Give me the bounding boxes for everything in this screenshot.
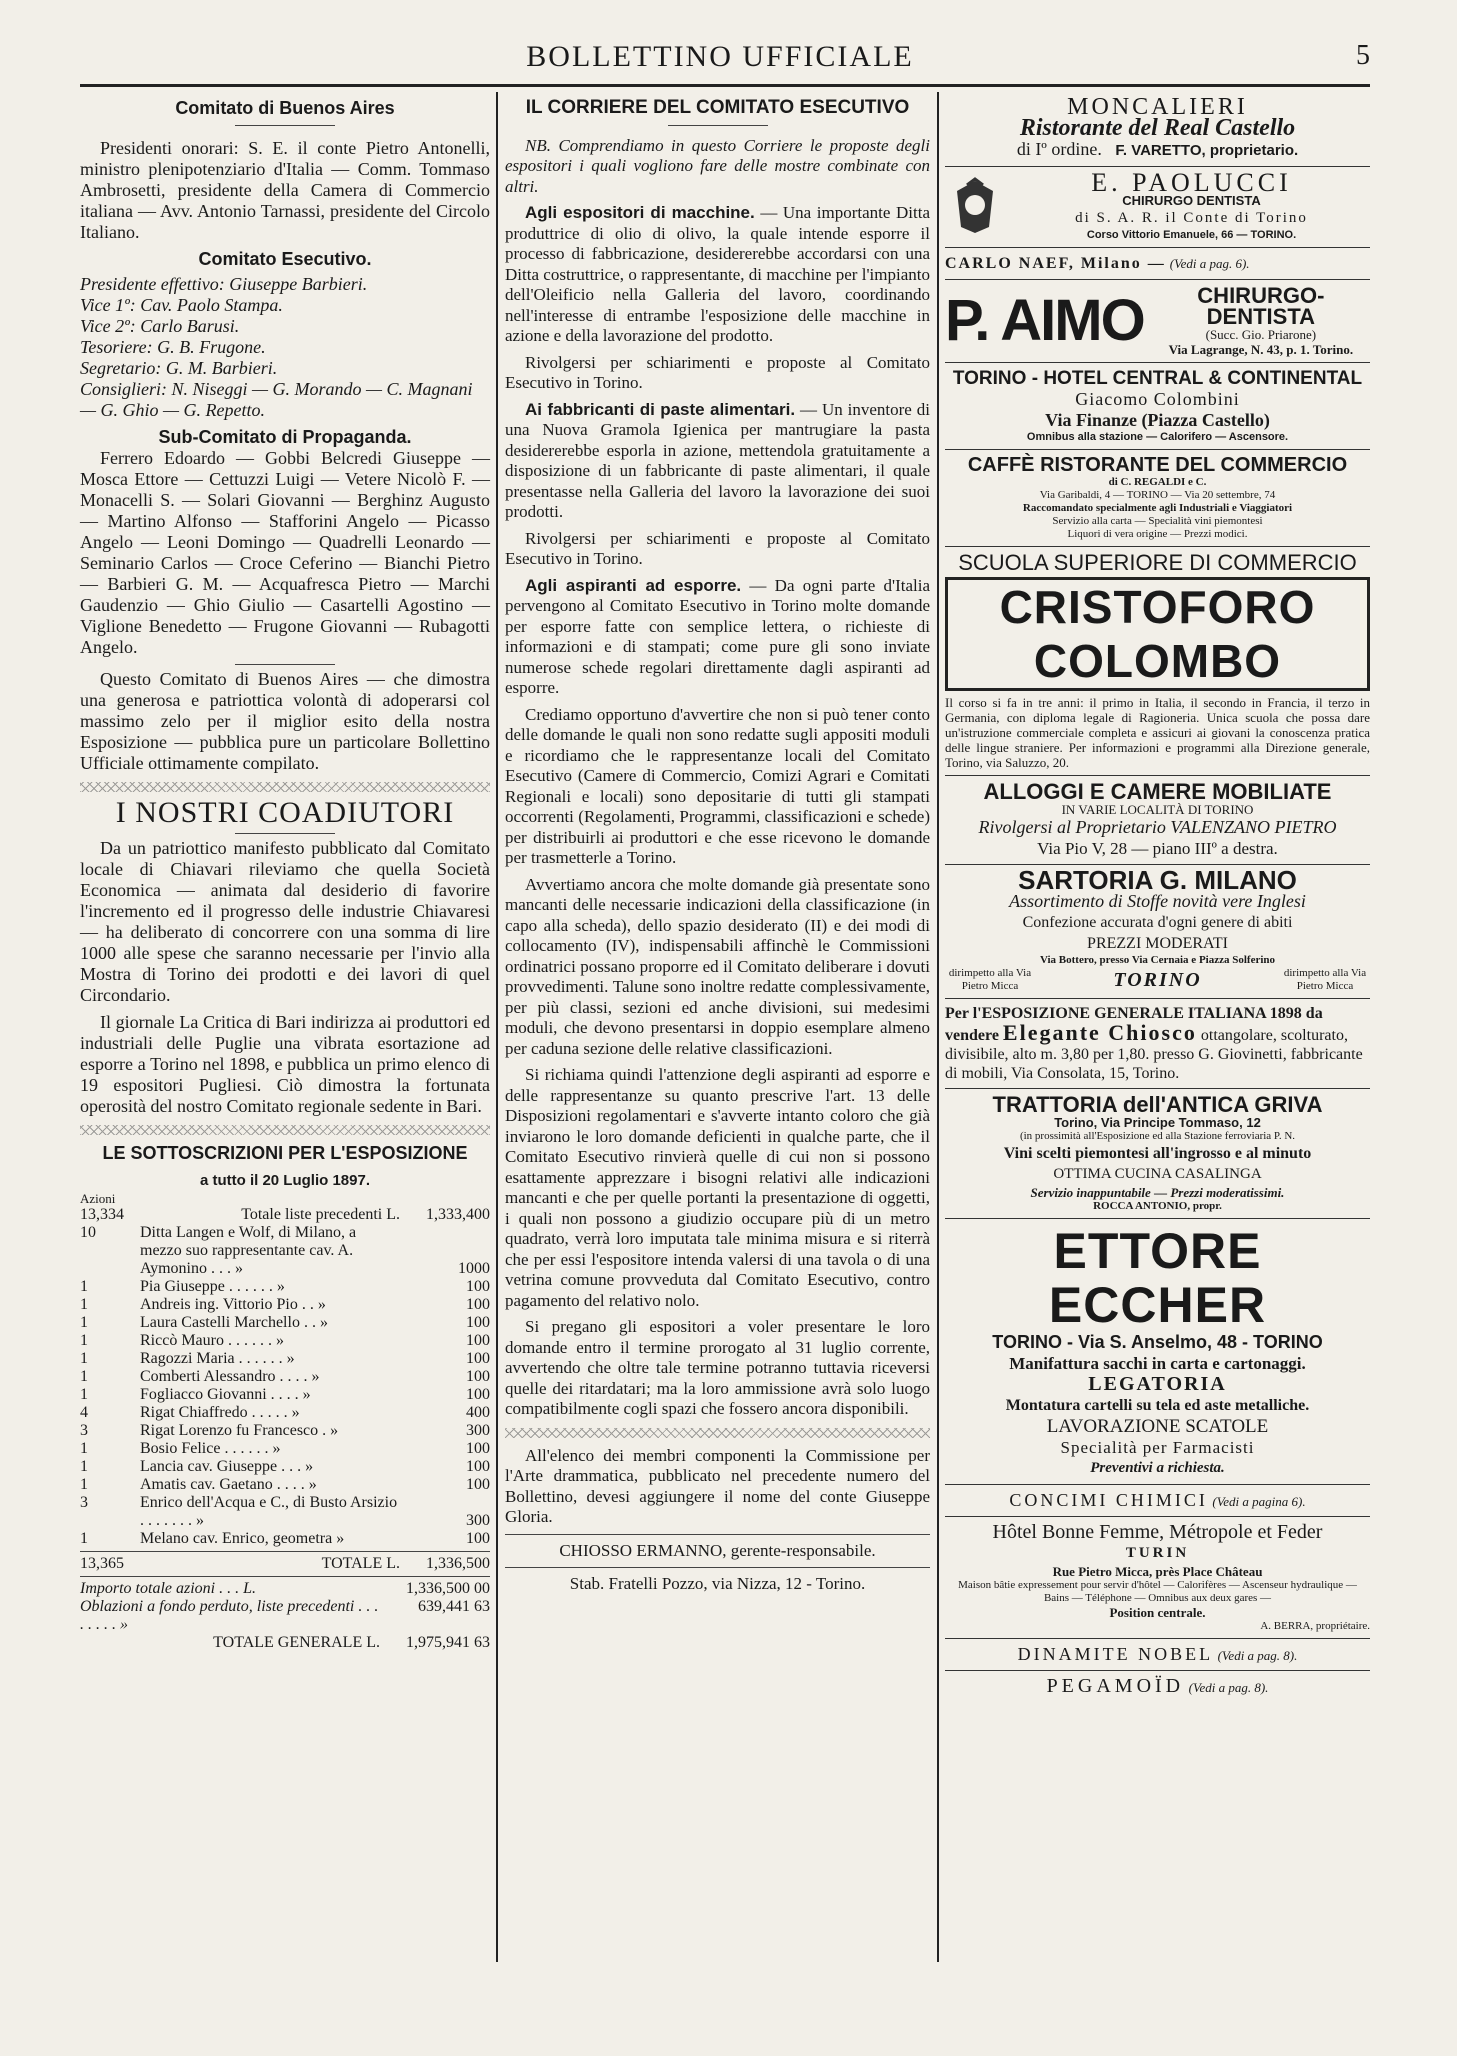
paragraph: Rivolgersi per schiarimenti e proposte al Comitato Esecutivo in Torino. bbox=[505, 352, 930, 392]
cell-name: Lancia cav. Giuseppe . . . » bbox=[140, 1458, 314, 1475]
cell-amt: 300 bbox=[466, 1422, 490, 1439]
cell-name: Totale liste precedenti L. bbox=[241, 1206, 400, 1223]
summary-table bbox=[80, 1580, 490, 1652]
header-rule bbox=[80, 84, 1370, 87]
column-ads bbox=[945, 92, 1370, 1962]
cell-name: Enrico dell'Acqua e C., di Busto Arsizio . . . . . . . » bbox=[140, 1494, 398, 1529]
buenos-title: Comitato di Buenos Aires bbox=[175, 98, 395, 118]
gerente-line: CHIOSSO ERMANNO, gerente-responsabile. bbox=[559, 1540, 876, 1560]
printer-line: Stab. Fratelli Pozzo, via Nizza, 12 - Torino. bbox=[569, 1574, 866, 1593]
subscriptions-table bbox=[80, 1206, 490, 1548]
cell-name: Comberti Alessandro . . . . » bbox=[140, 1368, 320, 1385]
sottoscrizioni-subtitle: a tutto il 20 Luglio 1897. bbox=[199, 1172, 371, 1189]
divider bbox=[235, 664, 335, 665]
ad-naef: CARLO NAEF, Milano — (Vedi a pag. 6). bbox=[945, 248, 1370, 280]
paragraph: Avvertiamo ancora che molte domande già presentate sono mancanti delle necessarie indicazioni della classificazione (in capo alla scheda), dello spazio desiderato (II) e dei modi di collocamento (IV), indispensabili affinchè le Commissioni ordinatrici possano proporre ed il Comitato deliberare i dovuti provvedimenti. Talune sono inoltre redatte complessivamente, per più classi, sezioni ed anche divisioni, sui medesimi moduli, che devono presentarsi in doppio esemplare almeno per caduna sezione delle relative classificazioni. bbox=[505, 874, 930, 1058]
cell-amt: 100 bbox=[466, 1314, 490, 1331]
table-row bbox=[80, 1422, 490, 1440]
page-header bbox=[70, 40, 1370, 80]
cell-n: 1 bbox=[80, 1440, 88, 1457]
cell-n: 1 bbox=[80, 1278, 88, 1295]
cell-n: 4 bbox=[80, 1404, 88, 1421]
ornamental-rule bbox=[80, 1125, 490, 1135]
crest-icon bbox=[945, 177, 1005, 237]
list-item: Vice 1º: Cav. Paolo Stampa. bbox=[80, 295, 283, 315]
ad-alloggi: ALLOGGI E CAMERE MOBILIATE IN VARIE LOCALITÀ DI TORINO Rivolgersi al Proprietario VALENZANO PIETRO Via Pio V, 28 — piano IIIº a destra. bbox=[945, 776, 1370, 865]
totals-table bbox=[80, 1555, 490, 1573]
cell-name: Rigat Lorenzo fu Francesco . » bbox=[140, 1422, 339, 1439]
cell-amt: 100 bbox=[466, 1530, 490, 1547]
buenos-closing: Questo Comitato di Buenos Aires — che dimostra una generosa e patriottica volontà di adoperarsi col massimo zelo per il miglior esito della nostra Esposizione — pubblica pure un particolare Bollettino Ufficiale ottimamente compilato. bbox=[80, 669, 490, 773]
table-row bbox=[80, 1278, 490, 1296]
cell-amt: 1,333,400 bbox=[426, 1206, 490, 1223]
azioni-label: Azioni bbox=[80, 1191, 116, 1206]
list-item: Consiglieri: N. Niseggi — G. Morando — C. Magnani — G. Ghio — G. Repetto. bbox=[80, 379, 473, 420]
cell-amt: 100 bbox=[466, 1476, 490, 1493]
ad-paolucci: E. PAOLUCCI CHIRURGO DENTISTA di S. A. R. il Conte di Torino Corso Vittorio Emanuele, 66 — TORINO. bbox=[945, 167, 1370, 248]
ad-chiosco: Per l'ESPOSIZIONE GENERALE ITALIANA 1898 da vendere Elegante Chiosco ottangolare, scolturato, divisibile, alto m. 3,80 per 1,80. presso G. Giovinetti, fabbricante di mobili, Via Consolata, 15, Torino. bbox=[945, 999, 1370, 1089]
table-row: 13,365 TOTALE L. 1,336,500 bbox=[80, 1555, 490, 1572]
cell-n: 13,334 bbox=[80, 1206, 124, 1223]
corriere-title: IL CORRIERE DEL COMITATO ESECUTIVO bbox=[525, 97, 910, 118]
cell-n: 1 bbox=[80, 1458, 88, 1475]
cell-amt: 100 bbox=[466, 1458, 490, 1475]
ad-eccher: ETTORE ECCHER TORINO - Via S. Anselmo, 48 - TORINO Manifattura sacchi in carta e cartonaggi. LEGATORIA Montatura cartelli su tela ed aste metalliche. LAVORAZIONE SCATOLE Specialità per Farmacisti Preventivi a richiesta. bbox=[945, 1219, 1370, 1485]
ad-hotel-central: TORINO - HOTEL CENTRAL & CONTINENTAL Giacomo Colombini Via Finanze (Piazza Castello) Omnibus alla stazione — Calorifero — Ascensore. bbox=[945, 363, 1370, 450]
table-row bbox=[80, 1530, 490, 1548]
paragraph: Si richiama quindi l'attenzione degli aspiranti ad esporre e delle rappresentanze su quanto prescrive l'art. 13 delle Disposizioni regolamentari e s'avverte intanto coloro che già inviarono le loro domande deficienti in qualche parte, che il Comitato Esecutivo rinvierà quelle di cui non si possono esattamente apprezzare i bisogni relativi alle indicazioni mancanti e che per quelle portanti la presentazione di oggetti, i quali non possono a giudizio occupare più di un metro quadrato, verrà loro imputata tale minima misura e si riterrà che per essi l'espositore intenda valersi di una tavola o di una vetrina comune provveduta dal Comitato Esecutivo, contro pagamento del relativo nolo. bbox=[505, 1065, 930, 1310]
table-row: TOTALE GENERALE L. 1,975,941 63 bbox=[213, 1634, 490, 1651]
table-row bbox=[80, 1476, 490, 1494]
table-row bbox=[80, 1332, 490, 1350]
table-row: Oblazioni a fondo perduto, liste precedenti . . . . . . . . » 639,441 63 bbox=[80, 1598, 490, 1633]
ad-aimo: P. AIMO CHIRURGO-DENTISTA (Succ. Gio. Priarone) Via Lagrange, N. 43, p. 1. Torino. bbox=[945, 280, 1370, 363]
cell-name: Fogliacco Giovanni . . . . » bbox=[140, 1386, 311, 1403]
cell-n: 3 bbox=[80, 1422, 88, 1439]
table-row bbox=[80, 1314, 490, 1332]
cell-n: 1 bbox=[80, 1386, 88, 1403]
esecutivo-list bbox=[80, 274, 490, 421]
cell-name: Amatis cav. Gaetano . . . . » bbox=[140, 1476, 317, 1493]
table-row bbox=[80, 1350, 490, 1368]
ad-caffe-commercio: CAFFÈ RISTORANTE DEL COMMERCIO di C. REGALDI e C. Via Garibaldi, 4 — TORINO — Via 20 settembre, 74 Raccomandato specialmente agli Industriali e Viaggiatori Servizio alla carta — Specialità vini piemontesi Liquori di vera origine — Prezzi modici. bbox=[945, 450, 1370, 547]
cell-amt: 100 bbox=[466, 1296, 490, 1313]
presidenti-text: Presidenti onorari: S. E. il conte Pietro Antonelli, ministro plenipotenziario d'Italia — Comm. Tommaso Ambrosetti, presidente della Camera di Commercio italiana — Avv. Antonio Tarnassi, presidente del Circolo Italiano. bbox=[80, 138, 490, 242]
cell-n: 10 bbox=[80, 1224, 96, 1241]
cell-amt: 100 bbox=[466, 1350, 490, 1367]
cell-name: Andreis ing. Vittorio Pio . . » bbox=[140, 1296, 326, 1313]
coadiutori-p2: Il giornale La Critica di Bari indirizza ai produttori ed industriali delle Puglie una vibrata esortazione ad esporre a Torino nel 1898, e pubblica un primo elenco di 19 espositori Pugliesi. Ciò dimostra la fortunata operosità del nostro Comitato regionale sedente in Bari. bbox=[80, 1012, 490, 1116]
cell-name: Ragozzi Maria . . . . . . » bbox=[140, 1350, 295, 1367]
cell-amt: 100 bbox=[466, 1440, 490, 1457]
list-item: Segretario: G. M. Barbieri. bbox=[80, 358, 278, 378]
cell-name: Bosio Felice . . . . . . » bbox=[140, 1440, 281, 1457]
cell-name: Riccò Mauro . . . . . . » bbox=[140, 1332, 284, 1349]
cell-name: Rigat Chiaffredo . . . . . » bbox=[140, 1404, 300, 1421]
cell-n: 1 bbox=[80, 1368, 88, 1385]
cell-n: 1 bbox=[80, 1332, 88, 1349]
cell-amt: 1000 bbox=[458, 1260, 490, 1277]
paragraph: Agli aspiranti ad esporre. — Da ogni parte d'Italia pervengono al Comitato Esecutivo in Torino molte domande per esporre fatte con semplice lettera, o richieste di informazioni e di stampati; come pure gli sono inviate numerose schede regolari direttamente dagli aspiranti ad esporre. bbox=[505, 575, 930, 697]
cell-amt: 300 bbox=[466, 1512, 490, 1529]
ad-pegamoid: PEGAMOÏD (Vedi a pag. 8). bbox=[1046, 1675, 1269, 1697]
publication-title: BOLLETTINO UFFICIALE bbox=[526, 40, 914, 73]
cell-name: Ditta Langen e Wolf, di Milano, a mezzo suo rappresentante cav. A. Aymonino . . . » bbox=[140, 1224, 357, 1277]
cell-name: Laura Castelli Marchello . . » bbox=[140, 1314, 328, 1331]
ad-sartoria: SARTORIA G. MILANO Assortimento di Stoffe novità vere Inglesi Confezione accurata d'ogni genere di abiti PREZZI MODERATI Via Bottero, presso Via Cernaia e Piazza Solferino dirimpetto alla Via Pietro Micca TORINO dirimpetto alla Via Pietro Micca bbox=[945, 865, 1370, 999]
paragraph: Crediamo opportuno d'avvertire che non si può tener conto delle domande le quali non sono redatte sugli appositi moduli e ricordiamo che le rappresentanze locali del Comitato Esecutivo (Camere di Commercio, Comizi Agrari e Comitati Regionali e locali) sono depositarie di tutti gli stampati occorrenti (Regolamenti, Programmi, classificazioni e schede) per distribuirli ai produttori e che esse ricevono le domande per trasmetterle a Torino. bbox=[505, 704, 930, 867]
paragraph: All'elenco dei membri componenti la Commissione per l'Arte drammatica, pubblicato nel precedente numero del Bollettino, devesi aggiungere il nome del conte Giuseppe Gloria. bbox=[505, 1445, 930, 1526]
divider bbox=[235, 833, 335, 834]
table-row bbox=[80, 1206, 490, 1224]
table-row bbox=[80, 1494, 490, 1530]
column-left bbox=[80, 92, 490, 1962]
esecutivo-title: Comitato Esecutivo. bbox=[198, 249, 372, 269]
coadiutori-p1: Da un patriottico manifesto pubblicato dal Comitato locale di Chiavari rileviamo che quella Società Economica — animata dal desiderio di favorire l'incremento ed il progresso delle industrie Chiavaresi — ha deliberato di concorrere con una somma di lire 1000 alle spese che saranno necessarie per l'invio alla Mostra di Torino dei prodotti e dei lavori di quel Circondario. bbox=[80, 838, 490, 1005]
cell-n: 1 bbox=[80, 1530, 88, 1547]
propaganda-text: Ferrero Edoardo — Gobbi Belcredi Giuseppe — Mosca Ettore — Cettuzzi Luigi — Vetere Nicolò F. — Monacelli S. — Solari Giovanni — Berghinz Augusto — Martino Alfonso — Stafforini Angelo — Picasso Angelo — Leoni Domingo — Quadrelli Leonardo — Seminario Carlos — Croce Ceferino — Bianchi Pietro — Barbieri G. M. — Acquafresca Pietro — Marchi Gaudenzio — Ghio Giulio — Casartelli Agostino — Viglione Benedetto — Frugone Giovanni — Rubagotti Angelo. bbox=[80, 448, 490, 657]
table-row bbox=[80, 1224, 490, 1278]
list-item: Presidente effettivo: Giuseppe Barbieri. bbox=[80, 274, 368, 294]
cell-n: 1 bbox=[80, 1296, 88, 1313]
cell-amt: 100 bbox=[466, 1278, 490, 1295]
cell-n: 1 bbox=[80, 1476, 88, 1493]
column-divider bbox=[496, 92, 498, 1962]
cell-name: Pia Giuseppe . . . . . . » bbox=[140, 1278, 285, 1295]
ad-hotel-bonne-femme: Hôtel Bonne Femme, Métropole et Feder TURIN Rue Pietro Micca, près Place Château Maison bâtie expressement pour servir d'hôtel — Calorifères — Ascenseur hydraulique — Bains — Téléphone — Omnibus aux deux gares — Position centrale. A. BERRA, propriétaire. bbox=[945, 1517, 1370, 1639]
ad-dinamite: DINAMITE NOBEL (Vedi a pag. 8). bbox=[945, 1639, 1370, 1671]
cell-n: 3 bbox=[80, 1494, 88, 1511]
cell-amt: 100 bbox=[466, 1368, 490, 1385]
table-row bbox=[80, 1368, 490, 1386]
ad-concimi: CONCIMI CHIMICI (Vedi a pagina 6). bbox=[945, 1485, 1370, 1517]
table-row bbox=[80, 1404, 490, 1422]
table-row bbox=[80, 1386, 490, 1404]
coadiutori-title: I NOSTRI COADIUTORI bbox=[115, 796, 455, 829]
paragraph: Ai fabbricanti di paste alimentari. — Un inventore di una Nuova Gramola Igienica per mantrugiare la pasta desidererebbe esporla in azione, mettendola gratuitamente a disposizione di un fabbricante di paste alimentari, il quale presentasse nella Galleria del lavoro la lavorazione dei suoi prodotti. bbox=[505, 399, 931, 521]
cell-amt: 400 bbox=[466, 1404, 490, 1421]
column-middle bbox=[505, 92, 930, 1962]
table-row bbox=[80, 1440, 490, 1458]
table-row bbox=[80, 1296, 490, 1314]
cell-n: 1 bbox=[80, 1314, 88, 1331]
cell-n: 1 bbox=[80, 1350, 88, 1367]
paragraph: Si pregano gli espositori a voler presentare le loro domande entro il termine prorogato al 31 luglio corrente, avvertendo che oltre tale termine potranno tuttavia riceversi quelle dei ritardatari; ma la loro ammissione avrà solo luogo compatibilmente cogli spazi che fossero ancora disponibili. bbox=[505, 1317, 930, 1418]
table-row bbox=[80, 1458, 490, 1476]
table-row: Importo totale azioni . . . L. 1,336,500 00 bbox=[80, 1580, 490, 1597]
list-item: Tesoriere: G. B. Frugone. bbox=[80, 337, 266, 357]
ornamental-rule bbox=[80, 782, 490, 792]
sottoscrizioni-title: LE SOTTOSCRIZIONI PER L'ESPOSIZIONE bbox=[102, 1143, 468, 1163]
cell-amt: 100 bbox=[466, 1386, 490, 1403]
corriere-nb: NB. Comprendiamo in questo Corriere le proposte degli espositori i quali vogliono fare delle mostre combinate con altri. bbox=[505, 135, 930, 196]
divider bbox=[235, 125, 335, 126]
list-item: Vice 2º: Carlo Barusi. bbox=[80, 316, 240, 336]
cell-name: Melano cav. Enrico, geometra » bbox=[140, 1530, 345, 1547]
paragraph: Rivolgersi per schiarimenti e proposte al Comitato Esecutivo in Torino. bbox=[505, 528, 930, 568]
ornamental-rule bbox=[505, 1428, 930, 1438]
page-number: 5 bbox=[1356, 40, 1370, 71]
column-divider bbox=[937, 92, 939, 1962]
ad-trattoria-griva: TRATTORIA dell'ANTICA GRIVA Torino, Via Principe Tommaso, 12 (in prossimità all'Esposizione ed alla Stazione ferroviaria P. N. Vini scelti piemontesi all'ingrosso e al minuto OTTIMA CUCINA CASALINGA Servizio inappuntabile — Prezzi moderatissimi. ROCCA ANTONIO, propr. bbox=[945, 1089, 1370, 1219]
ad-scuola-colombo: SCUOLA SUPERIORE DI COMMERCIO CRISTOFORO COLOMBO Il corso si fa in tre anni: il primo in Italia, il secondo in Francia, il terzo in Germania, con diploma legale di Ragioneria. Unica scuola che possa dare un'istruzione commerciale completa e assicuri ai giovani la conoscenza pratica delle lingue straniere. Per informazioni e programmi alla Direzione generale, Torino, via Saluzzo, 20. bbox=[945, 547, 1370, 776]
paragraph: Agli espositori di macchine. — Una importante Ditta produttrice di olio di olivo, la quale intende esporre il processo di fabbricazione, desidererebbe accordarsi con una Ditta costruttrice, o rappresentante, di macchine per l'impianto dell'Oleificio nella Galleria del lavoro, coordinando nell'interesse di entrambe l'esposizione delle macchine in azione e della lavorazione del prodotto. bbox=[505, 203, 931, 345]
propaganda-title: Sub-Comitato di Propaganda. bbox=[158, 427, 412, 447]
divider bbox=[668, 125, 768, 126]
cell-amt: 100 bbox=[466, 1332, 490, 1349]
ad-moncalieri: MONCALIERI Ristorante del Real Castello di Iº ordine. F. VARETTO, proprietario. bbox=[945, 92, 1370, 167]
